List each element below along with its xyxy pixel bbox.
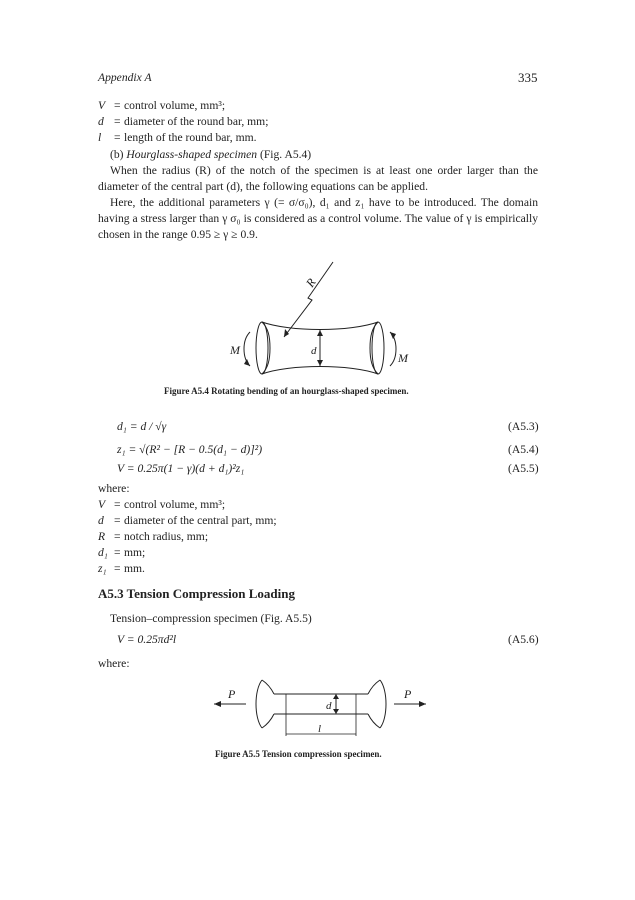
d-label: d bbox=[326, 700, 332, 712]
definition-item: d = diameter of the round bar, mm; bbox=[98, 115, 269, 128]
where-label: where: bbox=[98, 657, 130, 670]
moment-arrowhead-left bbox=[244, 359, 250, 366]
paragraph-notch-radius: When the radius (R) of the notch of the specimen is at least one order larger than the diameter of the central part (d), the following equations can be applied. bbox=[98, 164, 538, 193]
paragraph-parameters: Here, the additional parameters γ (= σ/σ₀), d₁ and z₁ have to be introduced. The domain having a stress larger than γ σ₀ is considered as a control volume. The value of γ is empirically chosen in the range 0.95 ≥ γ ≥ 0.9. bbox=[98, 196, 538, 241]
bottom-notch-profile bbox=[262, 367, 378, 375]
left-end-face bbox=[256, 322, 268, 374]
definition-list bbox=[98, 497, 277, 577]
top-notch-profile bbox=[262, 322, 378, 330]
equation-number: (A5.3) bbox=[508, 420, 539, 433]
equation-a5-5: V = 0.25π(1 − γ)(d + d₁)²z₁ bbox=[117, 462, 245, 475]
equation-number: (A5.5) bbox=[508, 462, 539, 475]
radius-label: R bbox=[302, 275, 319, 290]
equation-a5-6: V = 0.25πd²l bbox=[117, 633, 177, 646]
d-label: d bbox=[311, 345, 317, 357]
paragraph-tension-compression: Tension–compression specimen (Fig. A5.5) bbox=[110, 612, 312, 625]
equation-a5-3: d₁ = d / √γ bbox=[117, 420, 167, 433]
definition-item: R = notch radius, mm; bbox=[98, 530, 209, 543]
subsection-heading: (b) Hourglass-shaped specimen (Fig. A5.4) bbox=[110, 148, 312, 161]
moment-arrowhead-right bbox=[390, 332, 396, 339]
moment-label-right: M bbox=[398, 351, 408, 365]
radius-leader-line bbox=[284, 262, 333, 337]
moment-label-left: M bbox=[230, 343, 240, 357]
l-label: l bbox=[318, 723, 322, 735]
definition-item: V = control volume, mm³; bbox=[98, 99, 226, 112]
page-number: 335 bbox=[518, 70, 538, 85]
figure-caption-a5-4: Figure A5.4 Rotating bending of an hourglass-shaped specimen. bbox=[164, 386, 409, 396]
hourglass-specimen-figure bbox=[200, 250, 440, 380]
equation-a5-4: z₁ = √(R² − [R − 0.5(d₁ − d)]²) bbox=[117, 443, 263, 456]
where-label: where: bbox=[98, 482, 130, 495]
right-end-face bbox=[372, 322, 384, 374]
tension-specimen-figure bbox=[210, 676, 430, 744]
section-heading: A5.3 Tension Compression Loading bbox=[98, 586, 295, 601]
left-grip-profile bbox=[256, 680, 262, 728]
definition-item: d₁ = mm; bbox=[98, 546, 146, 559]
running-title: Appendix A bbox=[98, 71, 152, 84]
load-label-right: P bbox=[404, 687, 412, 701]
equation-number: (A5.6) bbox=[508, 633, 539, 646]
load-label-left: P bbox=[228, 687, 236, 701]
definition-item: V = control volume, mm³; bbox=[98, 498, 226, 511]
equation-number: (A5.4) bbox=[508, 443, 539, 456]
definition-list bbox=[98, 98, 268, 146]
d-arrow-bottom bbox=[317, 360, 323, 366]
definition-item: z₁ = mm. bbox=[98, 562, 145, 575]
definition-item: d = diameter of the central part, mm; bbox=[98, 514, 277, 527]
radius-arrowhead bbox=[284, 329, 289, 337]
d-arrow-top bbox=[317, 330, 323, 336]
right-grip-profile bbox=[380, 680, 386, 728]
figure-caption-a5-5: Figure A5.5 Tension compression specimen. bbox=[215, 749, 382, 759]
definition-item: l = length of the round bar, mm. bbox=[98, 131, 257, 144]
